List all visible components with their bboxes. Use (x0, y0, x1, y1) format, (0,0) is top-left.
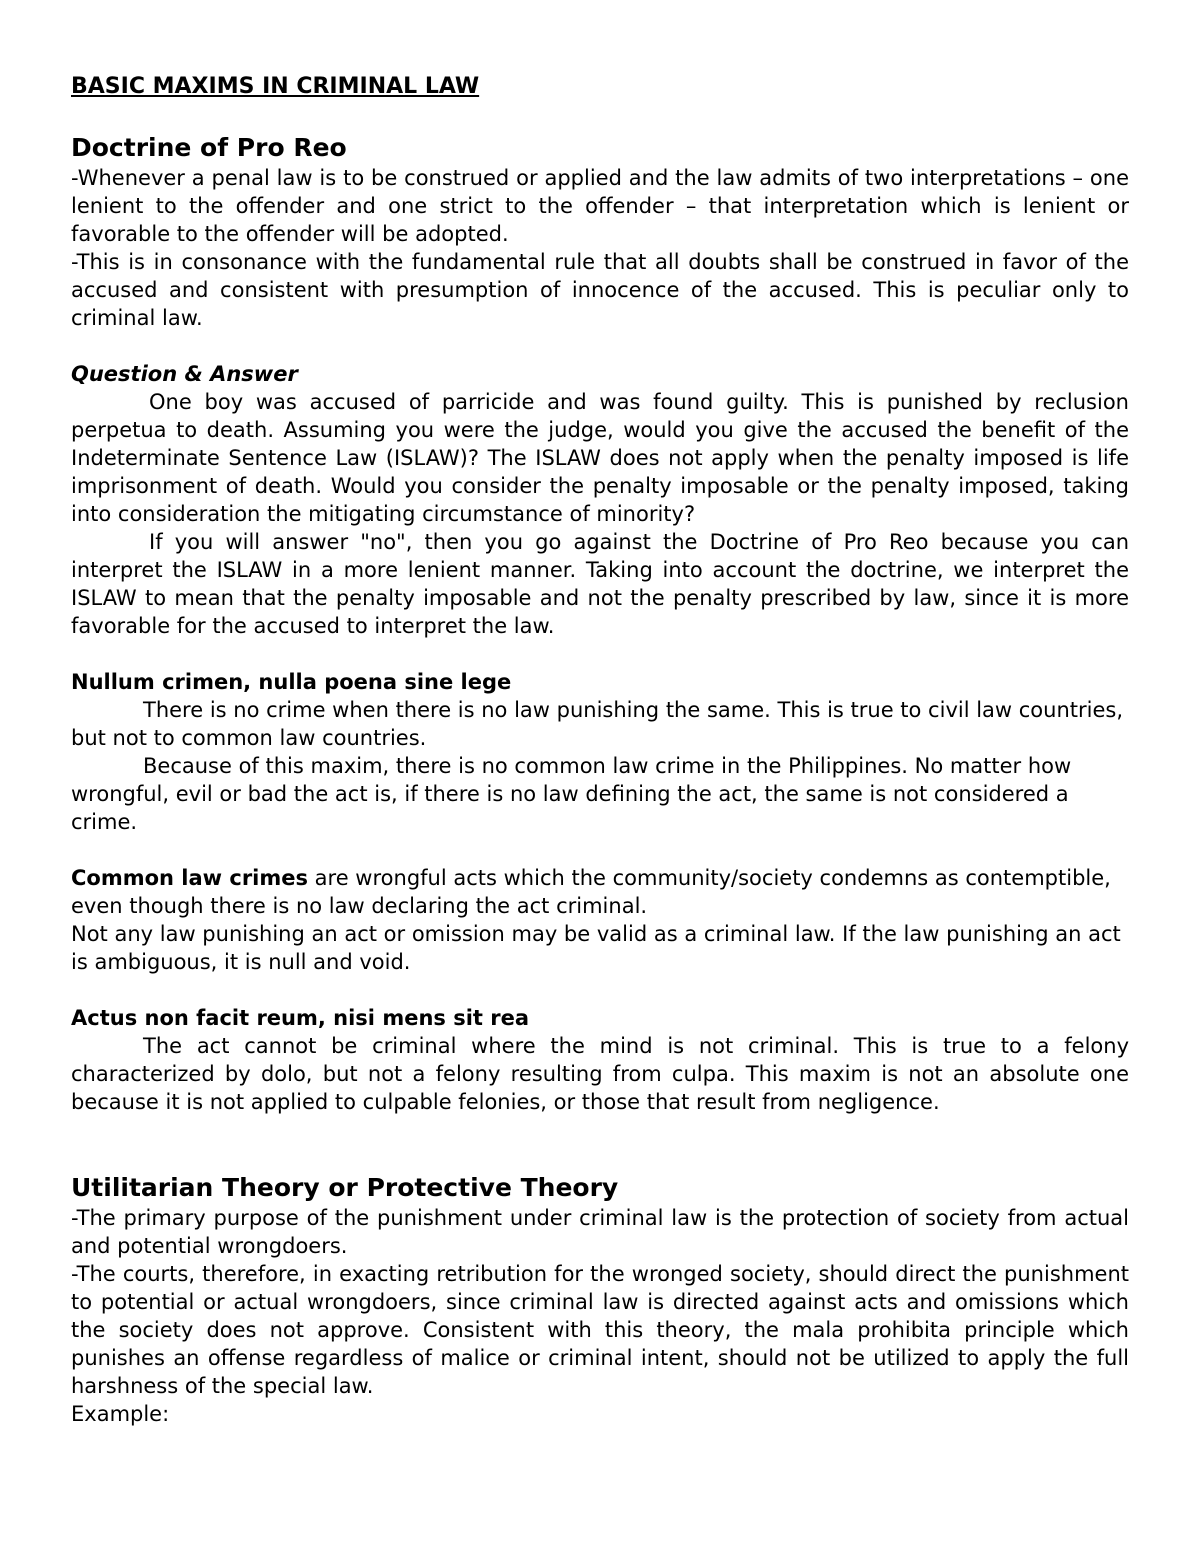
section-common-law-crimes (71, 864, 1129, 976)
qa-question: One boy was accused of parricide and was found guilty. This is punished by reclusion perpetua to death. Assuming you were the judge, would you give the accused the benefit of the Indeterminate Sentence Law (ISLAW)? The ISLAW does not apply when the penalty imposed is life imprisonment of death. Would you consider the penalty imposable or the penalty imposed, taking into consideration the mitigating circumstance of minority? (71, 390, 1129, 526)
spacer (71, 976, 1129, 1004)
actus-paragraph-1: The act cannot be criminal where the mind is not criminal. This is true to a felony characterized by dolo, but not a felony resulting from culpa. This maxim is not an absolute one because it is not applied to culpable felonies, or those that result from negligence. (71, 1034, 1129, 1114)
nullum-paragraph-2: Because of this maxim, there is no common law crime in the Philippines. No matter how wrongful, evil or bad the act is, if there is no law defining the act, the same is not considered a crime. (71, 754, 1072, 834)
section-heading-utilitarian: Utilitarian Theory or Protective Theory (71, 1173, 619, 1202)
common-law-definition (71, 864, 1129, 920)
section-actus-non-facit (71, 1004, 1129, 1116)
spacer (71, 1116, 1129, 1172)
section-nullum-crimen (71, 668, 1129, 836)
common-law-definition-text: are wrongful acts which the community/society condemns as contemptible, even though there is no law declaring the act criminal. (71, 866, 1111, 918)
section-utilitarian-theory (71, 1172, 1129, 1428)
section-heading-actus: Actus non facit reum, nisi mens sit rea (71, 1006, 530, 1030)
spacer (71, 640, 1129, 668)
utilitarian-paragraph-2: -The courts, therefore, in exacting retribution for the wronged society, should direct the punishment to potential or actual wrongdoers, since criminal law is directed against acts and omissions which the society does not approve. Consistent with this theory, the mala prohibita principle which punishes an offense regardless of malice or criminal intent, should not be utilized to apply the full harshness of the special law. (71, 1262, 1129, 1398)
section-question-answer (71, 360, 1129, 640)
nullum-paragraph-1: There is no crime when there is no law punishing the same. This is true to civil law countries, but not to common law countries. (71, 698, 1124, 750)
document-page (71, 70, 1129, 1428)
section-heading-qa: Question & Answer (71, 362, 298, 386)
common-law-paragraph-2: Not any law punishing an act or omission may be valid as a criminal law. If the law punishing an act is ambiguous, it is null and void. (71, 922, 1121, 974)
document-title: BASIC MAXIMS IN CRIMINAL LAW (71, 74, 480, 99)
utilitarian-example-label: Example: (71, 1402, 170, 1426)
utilitarian-paragraph-1: -The primary purpose of the punishment under criminal law is the protection of society from actual and potential wrongdoers. (71, 1206, 1129, 1258)
section-heading-pro-reo: Doctrine of Pro Reo (71, 133, 347, 162)
section-pro-reo (71, 132, 1129, 332)
spacer (71, 332, 1129, 360)
section-heading-nullum: Nullum crimen, nulla poena sine lege (71, 670, 512, 694)
pro-reo-paragraph-1: -Whenever a penal law is to be construed or applied and the law admits of two interpretations – one lenient to the offender and one strict to the offender – that interpretation which is lenient or favorable to the offender will be adopted. (71, 166, 1129, 246)
pro-reo-paragraph-2: -This is in consonance with the fundamental rule that all doubts shall be construed in favor of the accused and consistent with presumption of innocence of the accused. This is peculiar only to criminal law. (71, 250, 1129, 330)
spacer (71, 836, 1129, 864)
common-law-term: Common law crimes (71, 866, 308, 890)
qa-answer: If you will answer "no", then you go against the Doctrine of Pro Reo because you can interpret the ISLAW in a more lenient manner. Taking into account the doctrine, we interpret the ISLAW to mean that the penalty imposable and not the penalty prescribed by law, since it is more favorable for the accused to interpret the law. (71, 530, 1129, 638)
